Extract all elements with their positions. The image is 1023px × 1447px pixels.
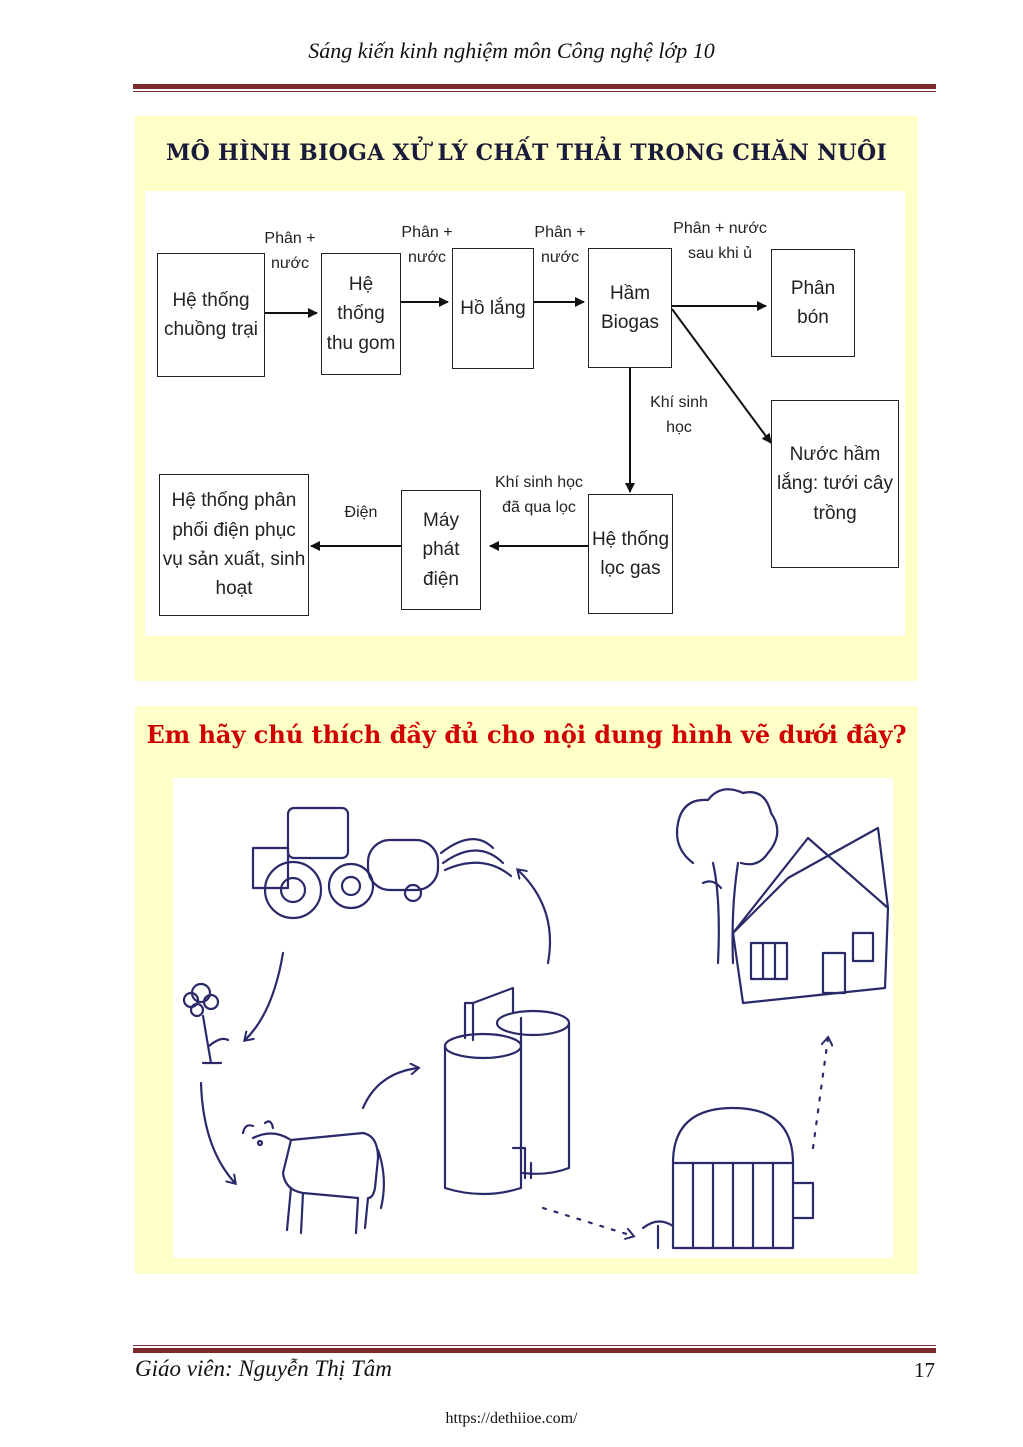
arrow-tractor-to-flower <box>245 953 283 1040</box>
question-title: Em hãy chú thích đầy đủ cho nội dung hình vẽ dưới đây? <box>146 720 907 749</box>
label-phan-nuoc-1: Phân + nước <box>264 230 316 272</box>
box-ham-biogas: Hầm Biogas <box>588 248 672 368</box>
label-dien: Điện <box>344 504 378 521</box>
house-icon <box>733 828 888 1003</box>
box-phan-bon: Phân bón <box>771 249 855 357</box>
box-may-phat-dien: Máy phát điện <box>401 490 481 610</box>
page-number: 17 <box>914 1358 935 1382</box>
label-khi-da-qua-loc: Khí sinh học đã qua lọc <box>494 474 584 516</box>
box-he-thong-phan-phoi-dien: Hệ thống phân phối điện phục vụ sản xuất, sinh hoạt <box>159 474 309 616</box>
biogas-sketch <box>173 778 893 1258</box>
biogas-model-panel <box>135 116 918 681</box>
tree-icon <box>677 789 777 963</box>
box-ho-lang: Hồ lắng <box>452 248 534 369</box>
question-panel <box>135 706 918 1274</box>
box-he-thong-loc-gas: Hệ thống lọc gas <box>588 494 673 614</box>
box-he-thong-thu-gom: Hệ thống thu gom <box>321 253 401 375</box>
arrow-flower-to-cow <box>201 1083 235 1183</box>
digester-tanks-icon <box>445 988 569 1194</box>
diagram-title: MÔ HÌNH BIOGA XỬ LÝ CHẤT THẢI TRONG CHĂN NUÔI <box>165 140 888 166</box>
sketch-drawing <box>173 778 893 1258</box>
flow-diagram <box>145 191 905 636</box>
box-nuoc-ham-lang: Nước hầm lắng: tưới cây trồng <box>771 400 899 568</box>
header-title: Sáng kiến kinh nghiệm môn Công nghệ lớp 10 <box>308 38 715 63</box>
tractor-icon <box>253 808 511 918</box>
flower-icon <box>184 984 228 1063</box>
footer-rule <box>133 1345 936 1353</box>
label-phan-nuoc-2: Phân + nước <box>401 224 453 266</box>
dome-digester-icon <box>643 1108 813 1248</box>
arrow-digester-to-tractor <box>518 870 550 963</box>
arrow-digester-to-dome <box>543 1208 633 1236</box>
label-phan-nuoc-3: Phân + nước <box>534 224 586 266</box>
footer-teacher: Giáo viên: Nguyễn Thị Tâm <box>135 1356 392 1381</box>
arrow-dome-to-house <box>813 1038 828 1148</box>
footer-url[interactable]: https://dethiioe.com/ <box>445 1410 578 1427</box>
box-he-thong-chuong-trai: Hệ thống chuồng trại <box>157 253 265 377</box>
arrow-cow-to-digester <box>363 1068 418 1108</box>
header-rule <box>133 84 936 92</box>
label-phan-nuoc-sau-khi-u: Phân + nước sau khi ủ <box>673 220 767 262</box>
cow-icon <box>243 1121 384 1233</box>
label-khi-sinh-hoc: Khí sinh học <box>650 394 708 436</box>
